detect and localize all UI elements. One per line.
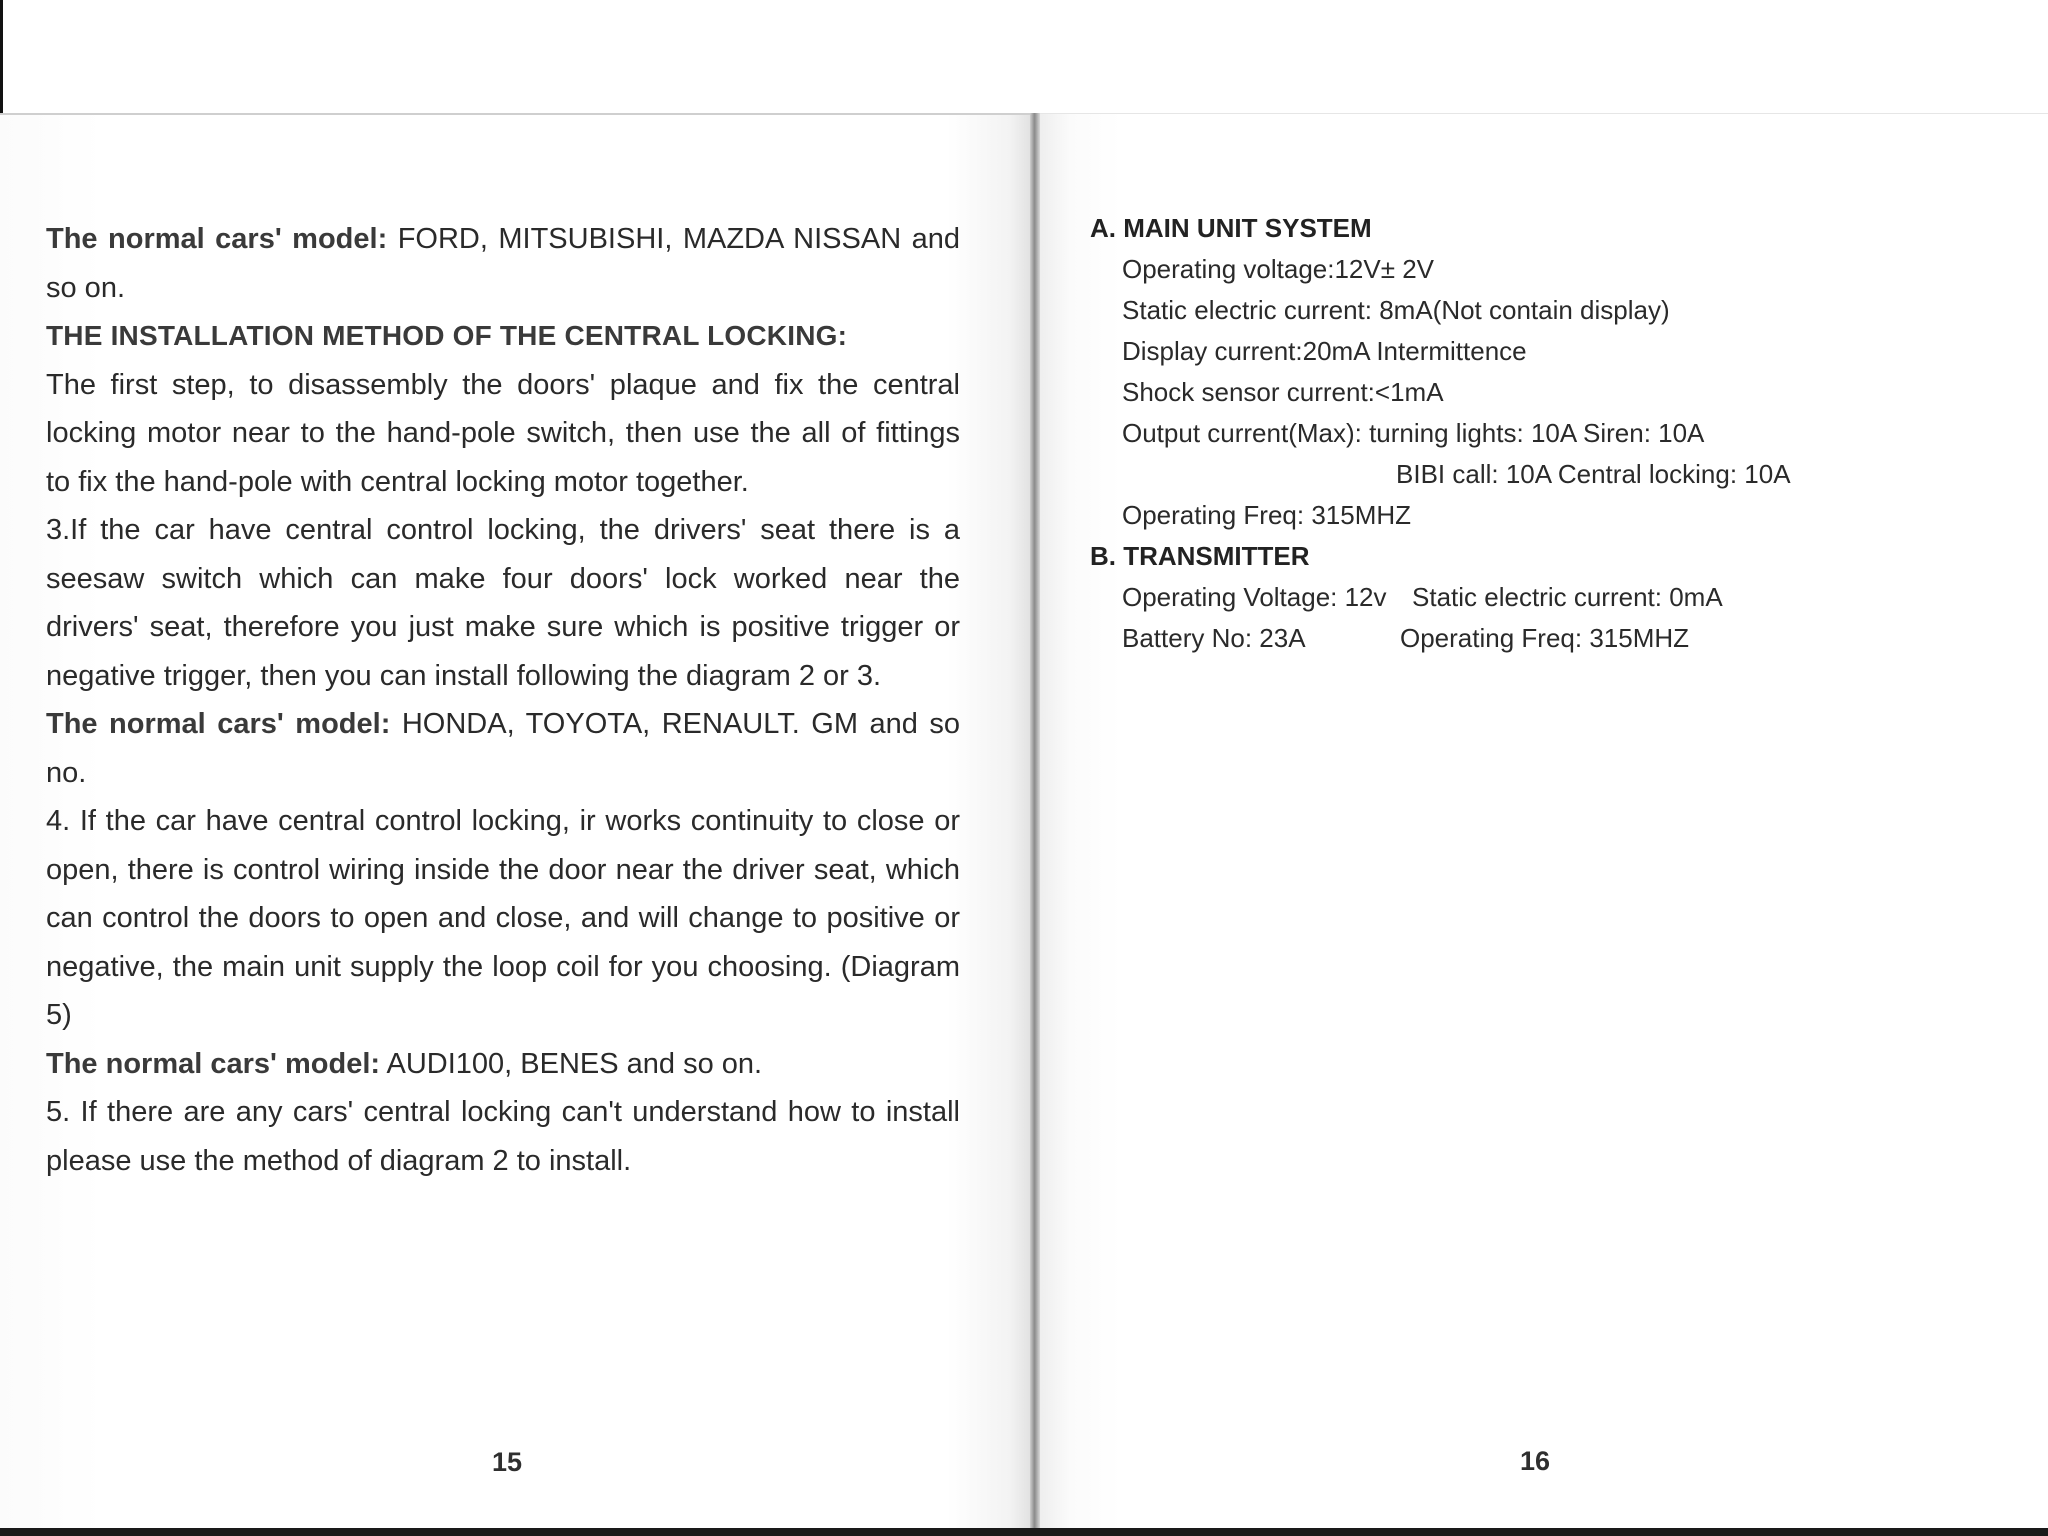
car-models-text: AUDI100, BENES and so on. — [380, 1047, 763, 1080]
right-page — [1040, 113, 2048, 1536]
label-normal-cars-model: The normal cars' model: — [46, 708, 391, 740]
label-normal-cars-model: The normal cars' model: — [46, 1047, 381, 1080]
transmitter-row-1 — [1090, 577, 2010, 618]
page-number-left: 15 — [492, 1447, 523, 1477]
label-normal-cars-model: The normal cars' model: — [46, 223, 388, 255]
spec-operating-voltage: Operating voltage:12V± 2V — [1122, 254, 1435, 284]
car-models-text: HONDA, TOYOTA, RENAULT. GM and so no. — [46, 708, 960, 789]
spec-output-current-cont: BIBI call: 10A Central locking: 10A — [1396, 459, 1791, 489]
transmitter-row-2 — [1090, 618, 2010, 659]
paragraph-car-models-3 — [46, 1040, 960, 1089]
spec-static-current: Static electric current: 8mA(Not contain display) — [1122, 295, 1670, 325]
left-page-text — [46, 215, 960, 1185]
spec-operating-freq: Operating Freq: 315MHZ — [1122, 500, 1412, 530]
paragraph-step-3: 3.If the car have central control locking, the drivers' seat there is a seesaw switch which can make four doors' lock worked near the drivers' seat, therefore you just make sure which is positive trigger or negative trigger, then you can install following the diagram 2 or 3. — [46, 514, 960, 692]
installation-heading: THE INSTALLATION METHOD OF THE CENTRAL LOCKING: — [46, 320, 848, 351]
spec-shock-sensor: Shock sensor current:<1mA — [1122, 377, 1444, 407]
scan-edge — [0, 0, 3, 115]
transmitter-operating-freq: Operating Freq: 315MHZ — [1400, 623, 1690, 653]
car-models-text: FORD, MITSUBISHI, MAZDA NISSAN and so on. — [46, 223, 960, 304]
transmitter-operating-voltage: Operating Voltage: 12v — [1122, 582, 1387, 612]
book-gutter — [1030, 113, 1040, 1536]
spec-display-current: Display current:20mA Intermittence — [1122, 336, 1527, 366]
section-a-title: A. MAIN UNIT SYSTEM — [1090, 213, 1372, 243]
spec-output-current: Output current(Max): turning lights: 10A Siren: 10A — [1122, 418, 1705, 448]
left-page — [0, 113, 1030, 1536]
scan-bottom-edge — [0, 1528, 2048, 1536]
transmitter-battery: Battery No: 23A — [1122, 623, 1306, 653]
section-b-title: B. TRANSMITTER — [1090, 541, 1310, 571]
right-page-text — [1090, 208, 2010, 659]
paragraph-step-5: 5. If there are any cars' central locking can't understand how to install please use the method of diagram 2 to install. — [46, 1096, 960, 1177]
transmitter-static-current: Static electric current: 0mA — [1412, 582, 1723, 612]
paragraph-step-4: 4. If the car have central control locking, ir works continuity to close or open, there is control wiring inside the door near the driver seat, which can control the doors to open and close, and will change to positive or negative, the main unit supply the loop coil for you choosing. (Diagram 5) — [46, 805, 960, 1031]
paragraph-car-models-2 — [46, 700, 960, 797]
page-number-right: 16 — [1520, 1446, 1551, 1476]
paragraph-first-step: The first step, to disassembly the doors' plaque and fix the central locking motor near to the hand-pole switch, then use the all of fittings to fix the hand-pole with central locking motor together. — [46, 368, 960, 498]
paragraph-car-models-1 — [46, 215, 960, 312]
